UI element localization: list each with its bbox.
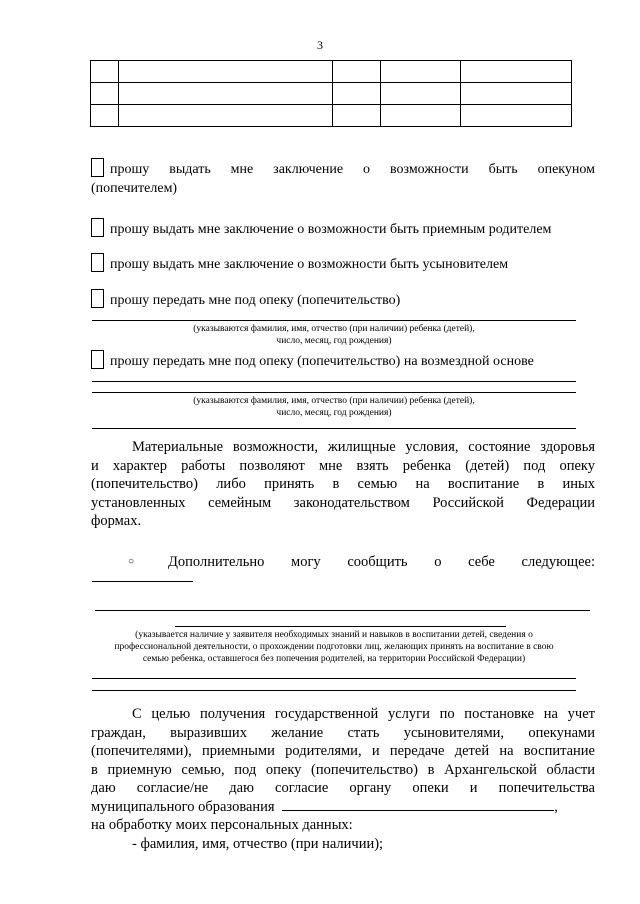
option-paid-custody xyxy=(91,350,534,370)
additional-info-line xyxy=(128,553,595,572)
table-cell[interactable] xyxy=(381,105,461,127)
caption-line: семью ребенка, оставшегося без попечения родителей, на территории Российской Федерации) xyxy=(142,654,526,664)
option-guardian-checkbox[interactable] xyxy=(91,158,104,177)
option-guardian-label: прошу выдать мне заключение о возможности быть опекуном xyxy=(110,162,595,177)
option-guardian xyxy=(91,158,595,197)
paragraph-line: формах. xyxy=(91,513,142,529)
child-info-field-line[interactable] xyxy=(92,320,576,321)
bullet-icon: ○ xyxy=(128,556,135,567)
consent-paragraph xyxy=(91,705,595,853)
paragraph-line: Материальные возможности, жилищные условия, состояние здоровья xyxy=(132,439,595,455)
table-cell[interactable] xyxy=(381,61,461,83)
table-cell[interactable] xyxy=(333,83,381,105)
additional-info-field-line[interactable] xyxy=(92,581,193,582)
option-paid-custody-checkbox[interactable] xyxy=(91,350,104,369)
table-cell[interactable] xyxy=(91,61,119,83)
paragraph-line: граждан, выразивших желание стать усыновителями, опекунами xyxy=(91,724,595,741)
paragraph-line: на обработку моих персональных данных: xyxy=(91,817,353,833)
option-adopter-checkbox[interactable] xyxy=(91,253,104,272)
child-info-field-line[interactable] xyxy=(92,392,576,393)
child-info-caption xyxy=(92,395,576,419)
table-cell[interactable] xyxy=(91,105,119,127)
caption-line: (указываются фамилия, имя, отчество (при наличии) ребенка (детей), xyxy=(193,396,475,406)
table-cell[interactable] xyxy=(333,61,381,83)
option-guardian-label-cont: (попечителем) xyxy=(91,181,178,196)
skills-field-line[interactable] xyxy=(92,690,576,691)
table-cell[interactable] xyxy=(118,61,333,83)
table-cell[interactable] xyxy=(118,105,333,127)
child-info-field-line[interactable] xyxy=(92,381,576,382)
option-custody xyxy=(91,289,400,309)
child-info-field-line[interactable] xyxy=(92,428,576,429)
option-foster-parent xyxy=(91,218,551,238)
data-table xyxy=(90,60,572,127)
skills-caption xyxy=(92,629,576,665)
option-custody-label: прошу передать мне под опеку (попечительство) xyxy=(110,293,401,308)
paragraph-line: С целью получения государственной услуги по постановке на учет xyxy=(132,706,595,722)
paragraph-line: даю согласие/не даю согласие органу опеки и попечительства xyxy=(91,780,595,796)
paragraph-line: (попечительство) либо принять в семью на воспитание в иных xyxy=(91,476,595,492)
caption-line: профессиональной деятельности, о прохождении подготовки лиц, желающих принять на воспитание в свою xyxy=(114,642,554,652)
table-cell[interactable] xyxy=(91,83,119,105)
municipal-line xyxy=(91,798,595,817)
paragraph-line: в приемную семью, под опеку (попечительство) в Архангельской области xyxy=(91,761,595,778)
option-paid-custody-label: прошу передать мне под опеку (попечительство) на возмездной основе xyxy=(110,354,534,369)
table-cell[interactable] xyxy=(381,83,461,105)
municipal-comma: , xyxy=(554,798,558,815)
table-cell[interactable] xyxy=(461,105,572,127)
caption-line: число, месяц, год рождения) xyxy=(276,336,392,346)
caption-line: число, месяц, год рождения) xyxy=(276,408,392,418)
municipal-field[interactable] xyxy=(282,798,554,811)
table-cell[interactable] xyxy=(461,61,572,83)
option-foster-parent-checkbox[interactable] xyxy=(91,218,104,237)
option-custody-checkbox[interactable] xyxy=(91,289,104,308)
table-cell[interactable] xyxy=(461,83,572,105)
skills-field-line[interactable] xyxy=(175,626,506,627)
caption-line: (указывается наличие у заявителя необходимых знаний и навыков в воспитании детей, сведения о xyxy=(135,630,533,640)
option-adopter-label: прошу выдать мне заключение о возможности быть усыновителем xyxy=(110,257,509,272)
page-number: 3 xyxy=(317,38,323,52)
paragraph-line: (попечителями), приемными родителями, и передаче детей на воспитание xyxy=(91,743,595,759)
paragraph-line: и характер работы позволяют мне взять ребенка (детей) под опеку xyxy=(91,457,595,474)
table-cell[interactable] xyxy=(118,83,333,105)
skills-field-line[interactable] xyxy=(92,678,576,679)
child-info-caption xyxy=(92,323,576,347)
additional-info-label: Дополнительно могу сообщить о себе следующее: xyxy=(168,554,595,570)
municipal-label: муниципального образования xyxy=(91,798,275,815)
table-cell[interactable] xyxy=(333,105,381,127)
caption-line: (указываются фамилия, имя, отчество (при наличии) ребенка (детей), xyxy=(193,324,475,334)
table-row xyxy=(91,105,572,127)
material-paragraph xyxy=(91,438,595,531)
option-adopter xyxy=(91,253,508,273)
option-foster-parent-label: прошу выдать мне заключение о возможности быть приемным родителем xyxy=(110,222,552,237)
additional-info-field-line[interactable] xyxy=(95,610,590,611)
paragraph-line: установленных семейным законодательством Российской Федерации xyxy=(91,494,595,511)
table-row xyxy=(91,61,572,83)
consent-list-item: - фамилия, имя, отчество (при наличии); xyxy=(132,835,384,852)
table-row xyxy=(91,83,572,105)
